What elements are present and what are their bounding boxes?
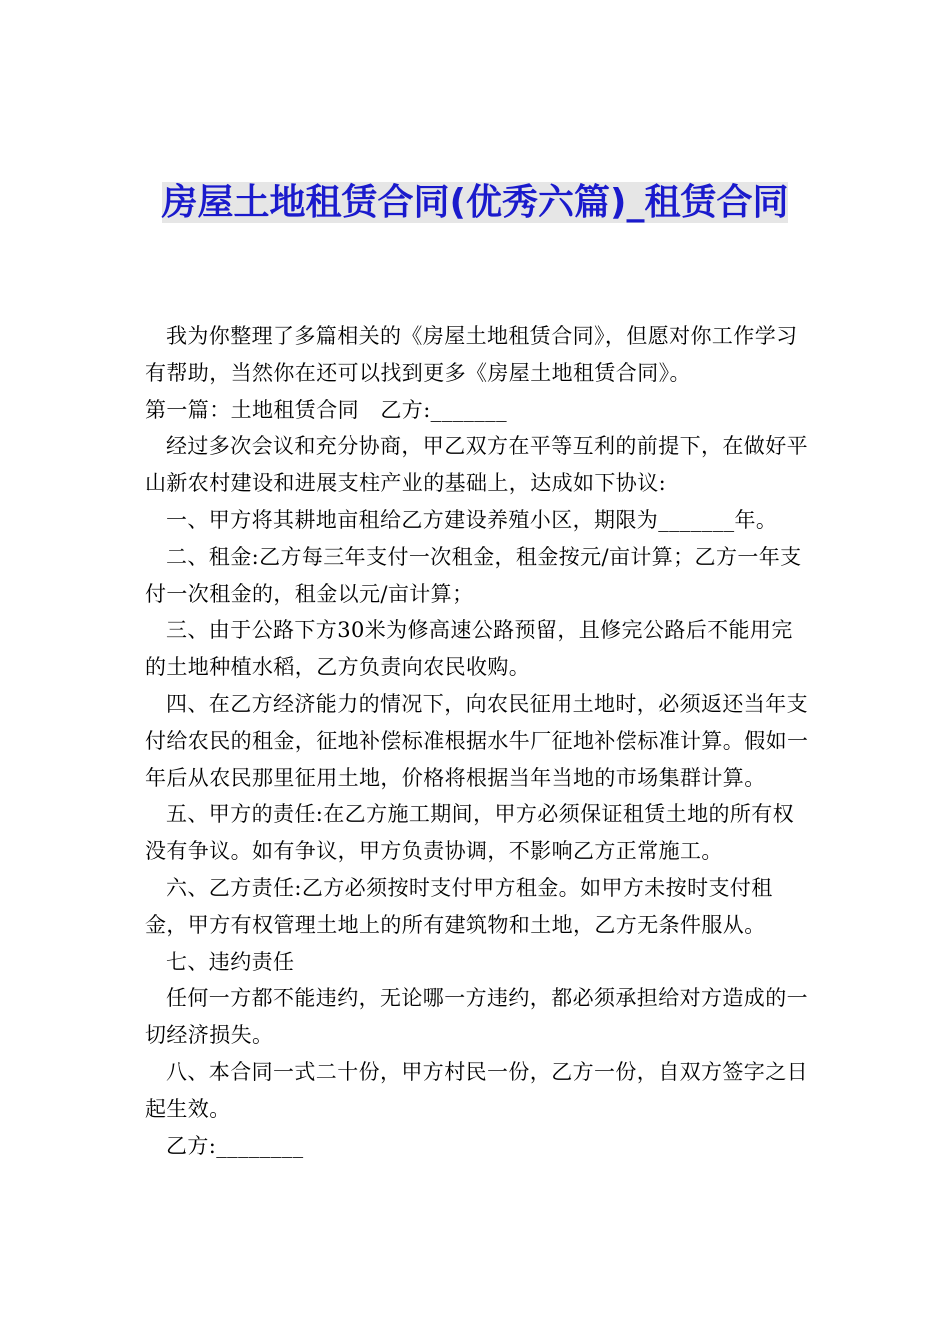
clause-2: 二、租金:乙方每三年支付一次租金，租金按元/亩计算；乙方一年支付一次租金的，租金以元/亩计算； (145, 544, 802, 606)
clause-4: 四、在乙方经济能力的情况下，向农民征用土地时，必须返还当年支付给农民的租金，征地补偿标准根据水牛厂征地补偿标准计算。假如一年后从农民那里征用土地，价格将根据当年当地的市场集群计算。 (145, 691, 809, 790)
clause-7-body: 任何一方都不能违约，无论哪一方违约，都必须承担给对方造成的一切经济损失。 (145, 986, 808, 1048)
signature-line: 乙方:________ (166, 1133, 304, 1158)
document-body (145, 318, 810, 1164)
section-heading: 第一篇：土地租赁合同 乙方:_______ (145, 397, 507, 422)
clause-1: 一、甲方将其耕地亩租给乙方建设养殖小区，期限为_______年。 (166, 507, 778, 532)
clause-6: 六、乙方责任:乙方必须按时支付甲方租金。如甲方未按时支付租金，甲方有权管理土地上的所有建筑物和土地，乙方无条件服从。 (145, 875, 773, 937)
body-paragraph: 经过多次会议和充分协商，甲乙双方在平等互利的前提下，在做好平山新农村建设和进展支柱产业的基础上，达成如下协议: (145, 434, 808, 496)
clause-8: 八、本合同一式二十份，甲方村民一份，乙方一份，自双方签字之日起生效。 (145, 1059, 808, 1121)
clause-7-heading: 七、违约责任 (166, 949, 295, 974)
document-title-text: 房屋土地租赁合同(优秀六篇)_租赁合同 (161, 182, 789, 223)
document-title (140, 176, 810, 230)
intro-paragraph: 我为你整理了多篇相关的《房屋土地租赁合同》，但愿对你工作学习有帮助，当然你在还可以找到更多《房屋土地租赁合同》。 (145, 324, 798, 385)
clause-3: 三、由于公路下方30米为修高速公路预留，且修完公路后不能用完的土地种植水稻，乙方负责向农民收购。 (145, 618, 793, 680)
clause-5: 五、甲方的责任:在乙方施工期间，甲方必须保证租赁土地的所有权没有争议。如有争议，甲方负责协调，不影响乙方正常施工。 (145, 802, 795, 864)
